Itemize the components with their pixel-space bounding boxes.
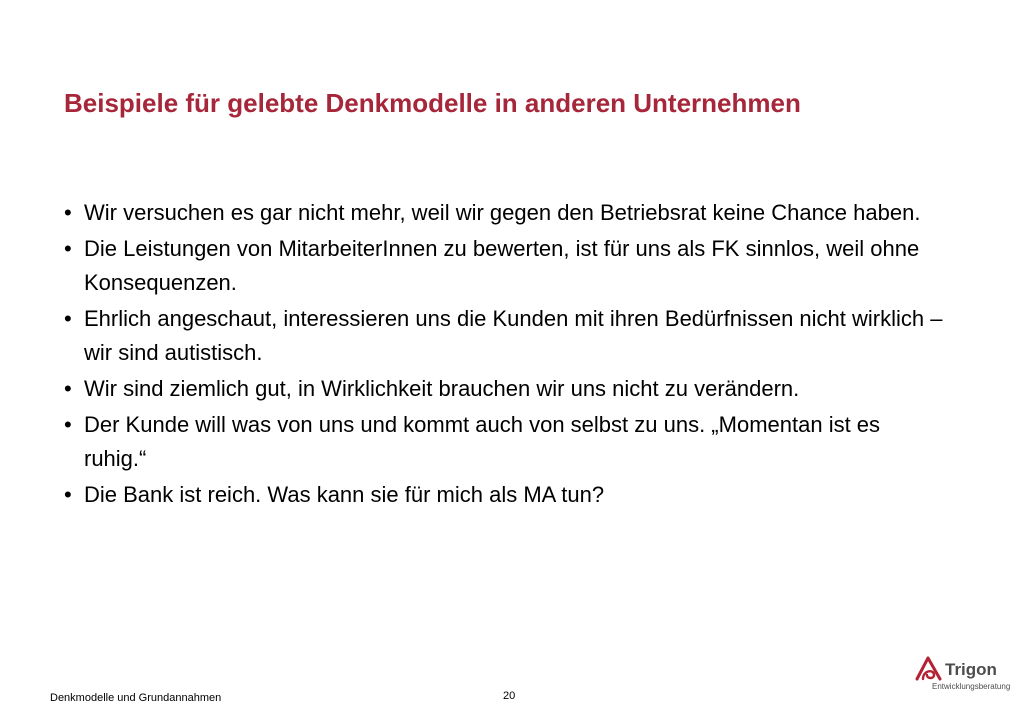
- bullet-item: [64, 196, 944, 230]
- bullet-item: [64, 408, 944, 476]
- bullet-dot: •: [64, 236, 72, 261]
- logo-subtitle: Entwicklungsberatung: [932, 682, 1011, 691]
- bullet-text: Die Leistungen von MitarbeiterInnen zu bewerten, ist für uns als FK sinnlos, weil ohne Konsequenzen.: [84, 236, 920, 295]
- bullet-text: Wir versuchen es gar nicht mehr, weil wir gegen den Betriebsrat keine Chance haben.: [84, 200, 921, 225]
- trigon-swirl-icon: [914, 655, 944, 683]
- bullet-item: [64, 302, 944, 370]
- footer-title: Denkmodelle und Grundannahmen: [50, 692, 222, 704]
- bullet-dot: •: [64, 200, 72, 225]
- page-number: 20: [503, 690, 516, 702]
- slide-title: Beispiele für gelebte Denkmodelle in anderen Unternehmen: [64, 88, 801, 118]
- bullet-item: [64, 372, 944, 406]
- logo-name: Trigon: [945, 660, 997, 679]
- trigon-logo: [914, 655, 1014, 695]
- bullet-text: Wir sind ziemlich gut, in Wirklichkeit brauchen wir uns nicht zu verändern.: [84, 376, 800, 401]
- bullet-text: Der Kunde will was von uns und kommt auch von selbst zu uns. „Momentan ist es ruhig.“: [84, 412, 881, 471]
- bullet-dot: •: [64, 306, 72, 331]
- bullet-dot: •: [64, 482, 72, 507]
- bullet-dot: •: [64, 376, 72, 401]
- bullet-text: Die Bank ist reich. Was kann sie für mich als MA tun?: [84, 482, 605, 507]
- bullet-dot: •: [64, 412, 72, 437]
- bullet-item: [64, 478, 944, 512]
- bullet-list: [64, 196, 944, 514]
- bullet-text: Ehrlich angeschaut, interessieren uns die Kunden mit ihren Bedürfnissen nicht wirklich – wir sind autistisch.: [84, 306, 943, 365]
- bullet-item: [64, 232, 944, 300]
